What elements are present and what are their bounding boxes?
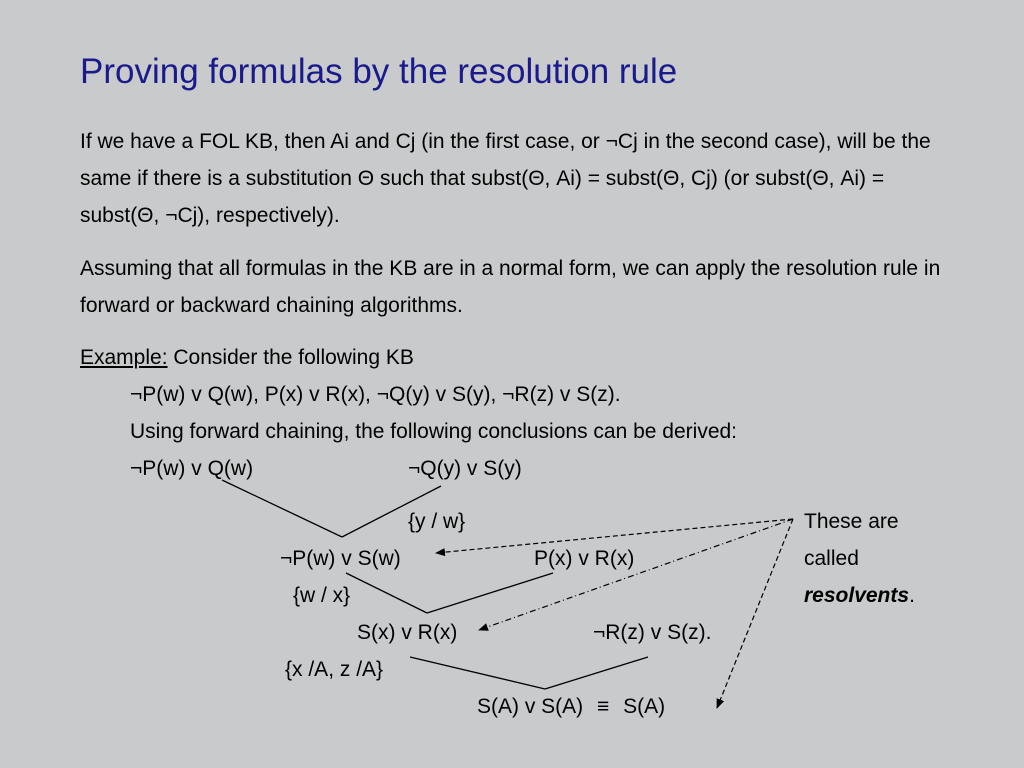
example-label: Example: [80, 346, 168, 369]
substitution-2: {w / x} [293, 584, 351, 607]
edge-clause-c-to-resolvent-2 [427, 573, 553, 613]
arrow-to-resolvent-3 [717, 519, 793, 708]
callout-line-1: These are [804, 510, 899, 533]
substitution-1: {y / w} [408, 510, 466, 533]
slide-title: Proving formulas by the resolution rule [80, 52, 678, 91]
resolvent-3-left: S(A) v S(A) [477, 695, 584, 718]
example-intro: Consider the following KB [167, 346, 414, 369]
edge-clause-d-to-resolvent-3 [545, 657, 648, 689]
edge-resolvent-1-to-resolvent-2 [346, 573, 427, 613]
edge-clause-b-to-resolvent-1 [342, 486, 441, 537]
resolvent-3-right: S(A) [623, 695, 666, 718]
clause-b: ¬Q(y) v S(y) [408, 457, 522, 480]
callout-period: . [909, 584, 915, 607]
clause-a: ¬P(w) v Q(w) [130, 457, 254, 480]
arrow-to-resolvent-2 [479, 519, 793, 630]
forward-chaining-note: Using forward chaining, the following conclusions can be derived: [130, 420, 738, 443]
equivalence-symbol: ≡ [597, 695, 610, 718]
callout-emphasis: resolvents [804, 584, 910, 607]
resolvent-1: ¬P(w) v S(w) [280, 547, 401, 570]
arrow-to-resolvent-1 [436, 519, 793, 553]
edge-clause-a-to-resolvent-1 [222, 480, 342, 537]
callout-line-2: called [804, 547, 859, 570]
paragraph-normal-form: Assuming that all formulas in the KB are in a normal form, we can apply the resolution rule in forward or backward chaining algorithms. [80, 257, 941, 317]
clause-d: ¬R(z) v S(z). [593, 621, 712, 644]
resolvent-2: S(x) v R(x) [357, 621, 458, 644]
substitution-3: {x /A, z /A} [285, 658, 384, 681]
edge-resolvent-2-to-resolvent-3 [410, 657, 545, 689]
kb-formulas: ¬P(w) v Q(w), P(x) v R(x), ¬Q(y) v S(y), ¬R(z) v S(z). [130, 383, 621, 406]
clause-c: P(x) v R(x) [534, 547, 635, 570]
paragraph-substitution: If we have a FOL KB, then Ai and Cj (in the first case, or ¬Cj in the second case), will be the same if there is a substitution Θ such that subst(Θ, Ai) = subst(Θ, Cj) (or subst(Θ, Ai) = subst(Θ, ¬Cj), respectively). [80, 130, 931, 227]
